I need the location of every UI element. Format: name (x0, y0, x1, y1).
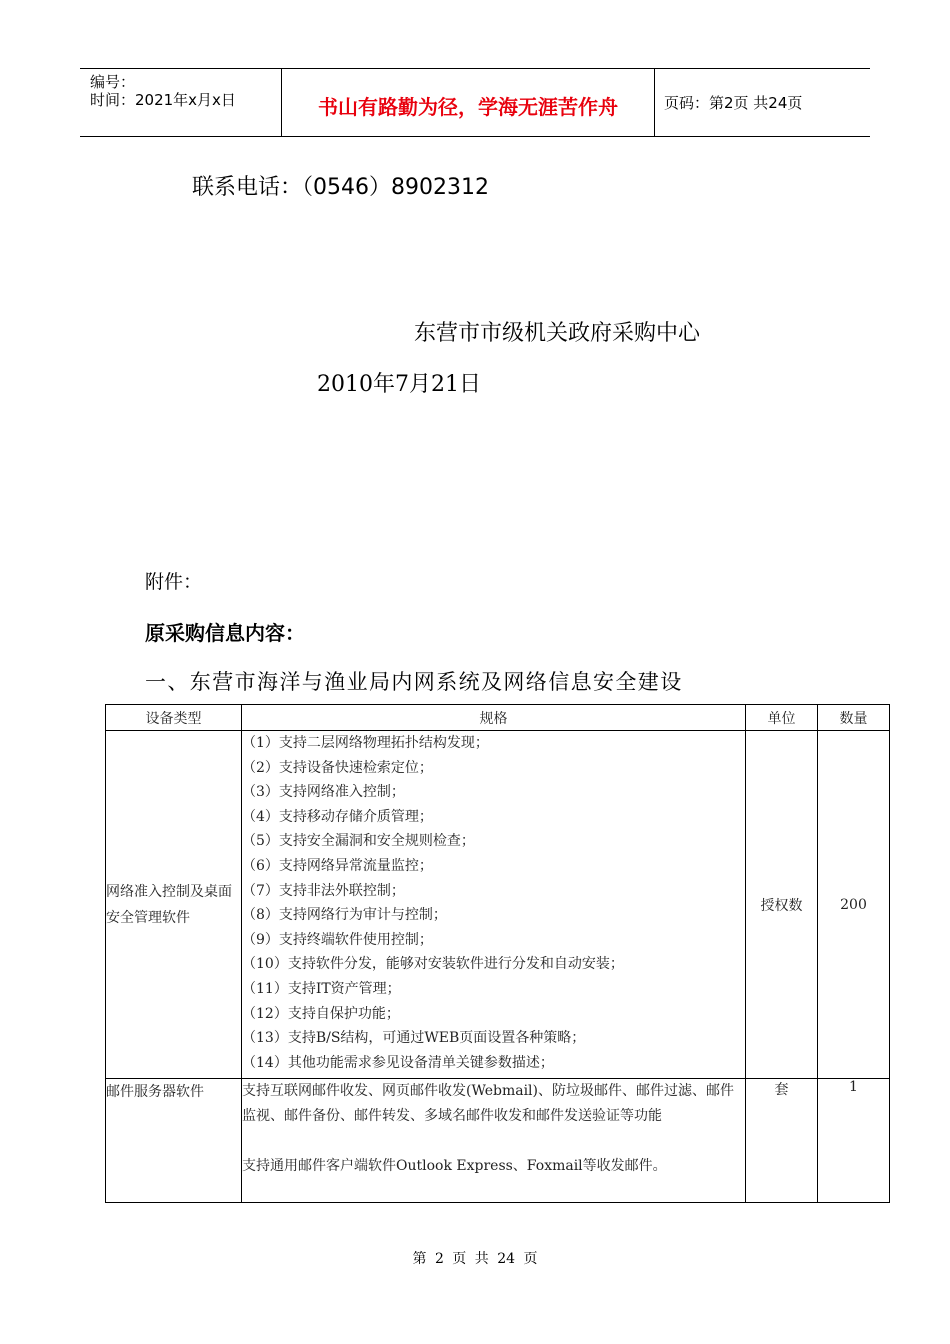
spec-item: （6）支持网络异常流量监控； (242, 857, 433, 874)
column-header-category: 设备类型 (106, 705, 242, 731)
spec-item: （7）支持非法外联控制； (242, 882, 405, 899)
spec-item: （11）支持IT资产管理； (242, 980, 401, 997)
row-spec-list (242, 731, 746, 1079)
contact-phone: 联系电话：（0546）8902312 (192, 175, 489, 200)
page-footer: 第 2 页 共 24 页 (412, 1251, 538, 1267)
spec-item: （12）支持自保护功能； (242, 1005, 400, 1022)
row-unit: 授权数 (746, 731, 818, 1079)
column-header-unit: 单位 (746, 705, 818, 731)
table-row (106, 731, 890, 1079)
column-header-spec: 规格 (242, 705, 746, 731)
spec-item: （1）支持二层网络物理拓扑结构发现； (242, 735, 489, 751)
spec-paragraph: 支持互联网邮件收发、网页邮件收发(Webmail)、防垃圾邮件、邮件过滤、邮件监视、邮件备份、邮件转发、多域名邮件收发和邮件发送验证等功能 (242, 1083, 734, 1124)
header-bottom-rule (80, 136, 870, 137)
spec-item: （9）支持终端软件使用控制； (242, 931, 433, 948)
header-page-code: 页码：第2页 共24页 (664, 94, 803, 112)
spec-item: （5）支持安全漏洞和安全规则检查； (242, 833, 475, 850)
header-divider-right (654, 69, 655, 136)
spec-item: （4）支持移动存储介质管理； (242, 808, 433, 825)
spec-item: （3）支持网络准入控制； (242, 784, 405, 801)
spec-item: （13）支持B/S结构，可通过WEB页面设置各种策略； (242, 1030, 586, 1047)
table-header-row (106, 705, 890, 731)
row-category: 邮件服务器软件 (106, 1079, 242, 1203)
spec-item: （14）其他功能需求参见设备清单关键参数描述； (242, 1054, 554, 1071)
row-spec-text (242, 1079, 746, 1203)
attachment-subtitle: 原采购信息内容： (145, 621, 305, 645)
signature-organization: 东营市市级机关政府采购中心 (414, 321, 701, 346)
table-row (106, 1079, 890, 1203)
column-header-quantity: 数量 (818, 705, 890, 731)
row-quantity: 1 (818, 1079, 890, 1203)
header-top-rule (80, 68, 870, 69)
row-category: 网络准入控制及桌面安全管理软件 (106, 731, 242, 1079)
header-time-label: 时间：2021年x月x日 (90, 91, 236, 109)
header-number-label: 编号： (90, 73, 136, 91)
signature-date: 2010年7月21日 (317, 372, 481, 397)
header-motto: 书山有路勤为径，学海无涯苦作舟 (318, 95, 618, 119)
section-title: 一、东营市海洋与渔业局内网系统及网络信息安全建设 (145, 670, 683, 694)
spec-paragraph: 支持通用邮件客户端软件Outlook Express、Foxmail等收发邮件。 (242, 1158, 667, 1174)
spec-item: （2）支持设备快速检索定位； (242, 759, 433, 776)
row-quantity: 200 (818, 731, 890, 1079)
spec-item: （10）支持软件分发，能够对安装软件进行分发和自动安装； (242, 956, 624, 973)
spec-item: （8）支持网络行为审计与控制； (242, 907, 447, 924)
attachment-label: 附件： (145, 571, 203, 593)
row-unit: 套 (746, 1079, 818, 1203)
procurement-spec-table (105, 704, 890, 1203)
